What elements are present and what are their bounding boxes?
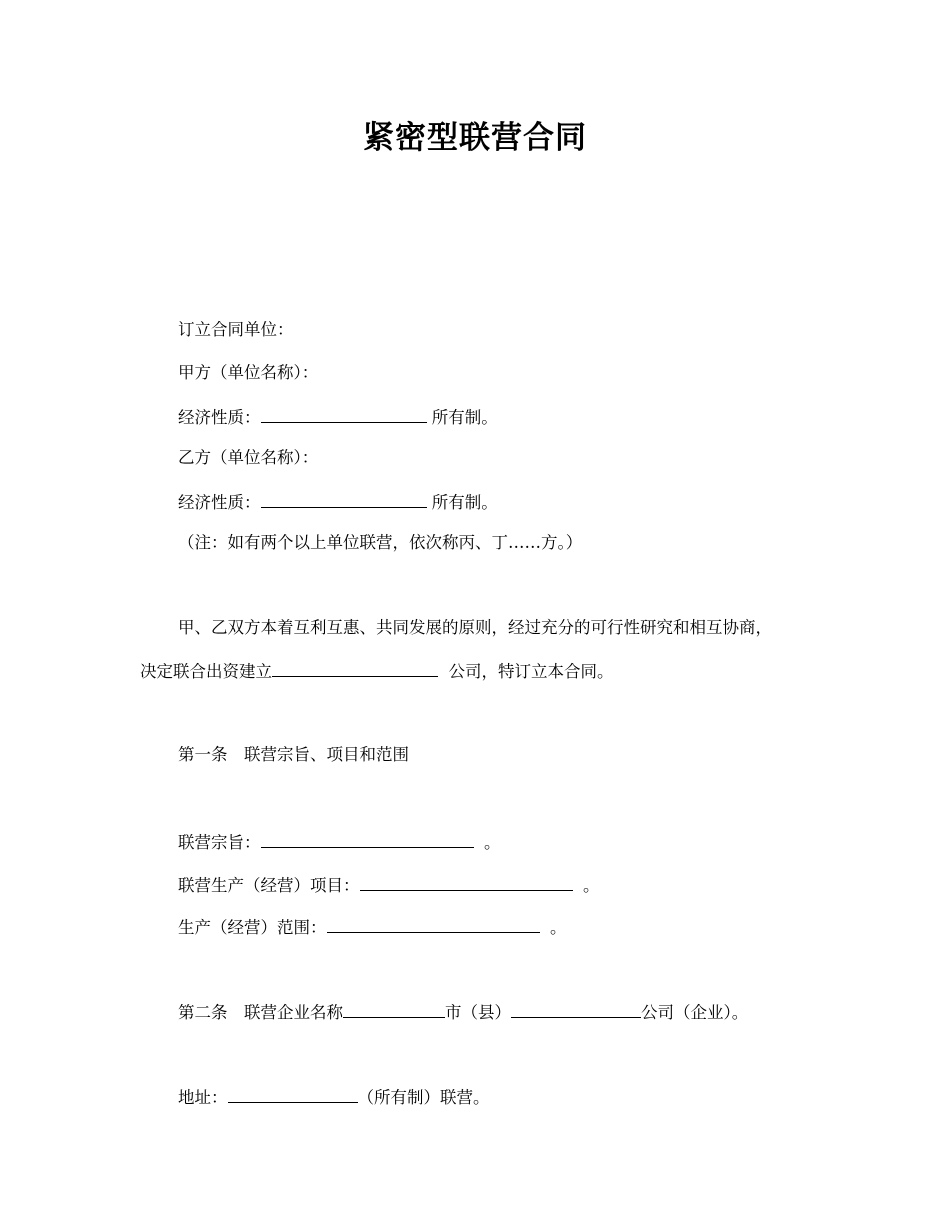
project-label: 联营生产（经营）项目： — [178, 876, 360, 895]
preamble-suffix: 公司，特订立本合同。 — [448, 662, 614, 681]
party-a-nature — [178, 404, 498, 430]
company-name-blank[interactable] — [272, 658, 438, 677]
party-a-nature-suffix: 所有制。 — [431, 408, 498, 427]
preamble-prefix: 决定联合出资建立 — [140, 662, 272, 681]
project-suffix: 。 — [583, 876, 600, 895]
article2-company: 公司（企业）。 — [641, 1003, 749, 1022]
article1-purpose — [178, 829, 501, 855]
article2-prefix: 第二条 联营企业名称 — [178, 1003, 343, 1022]
article2-city: 市（县） — [445, 1003, 511, 1022]
party-b-name: 乙方（单位名称）： — [178, 448, 319, 467]
city-blank[interactable] — [343, 999, 445, 1018]
preamble-line-1: 甲、乙双方本着互利互惠、共同发展的原则，经过充分的可行性研究和相互协商， — [178, 618, 772, 637]
article1-project — [178, 872, 600, 898]
article1-scope — [178, 914, 567, 940]
party-b-nature-blank[interactable] — [261, 489, 427, 508]
party-b-nature-label: 经济性质： — [178, 493, 261, 512]
scope-suffix: 。 — [550, 918, 567, 937]
enterprise-name-blank[interactable] — [511, 999, 641, 1018]
address-label: 地址： — [178, 1088, 228, 1107]
article2-line — [178, 999, 748, 1025]
party-a-nature-blank[interactable] — [261, 404, 427, 423]
project-blank[interactable] — [360, 872, 573, 891]
party-b-nature-suffix: 所有制。 — [431, 493, 498, 512]
party-a-name: 甲方（单位名称）： — [178, 363, 319, 382]
party-a-nature-label: 经济性质： — [178, 408, 261, 427]
purpose-suffix: 。 — [484, 833, 501, 852]
scope-blank[interactable] — [327, 914, 540, 933]
address-blank[interactable] — [228, 1084, 358, 1103]
scope-label: 生产（经营）范围： — [178, 918, 327, 937]
parties-heading: 订立合同单位： — [178, 320, 294, 339]
preamble-line-2 — [140, 658, 614, 684]
address-suffix: （所有制）联营。 — [357, 1088, 490, 1107]
document-title: 紧密型联营合同 — [363, 120, 587, 156]
article1-heading: 第一条 联营宗旨、项目和范围 — [178, 745, 409, 764]
parties-note: （注：如有两个以上单位联营，依次称丙、丁……方。） — [178, 533, 583, 552]
address-line — [178, 1084, 490, 1110]
party-b-nature — [178, 489, 498, 515]
purpose-label: 联营宗旨： — [178, 833, 261, 852]
purpose-blank[interactable] — [261, 829, 474, 848]
